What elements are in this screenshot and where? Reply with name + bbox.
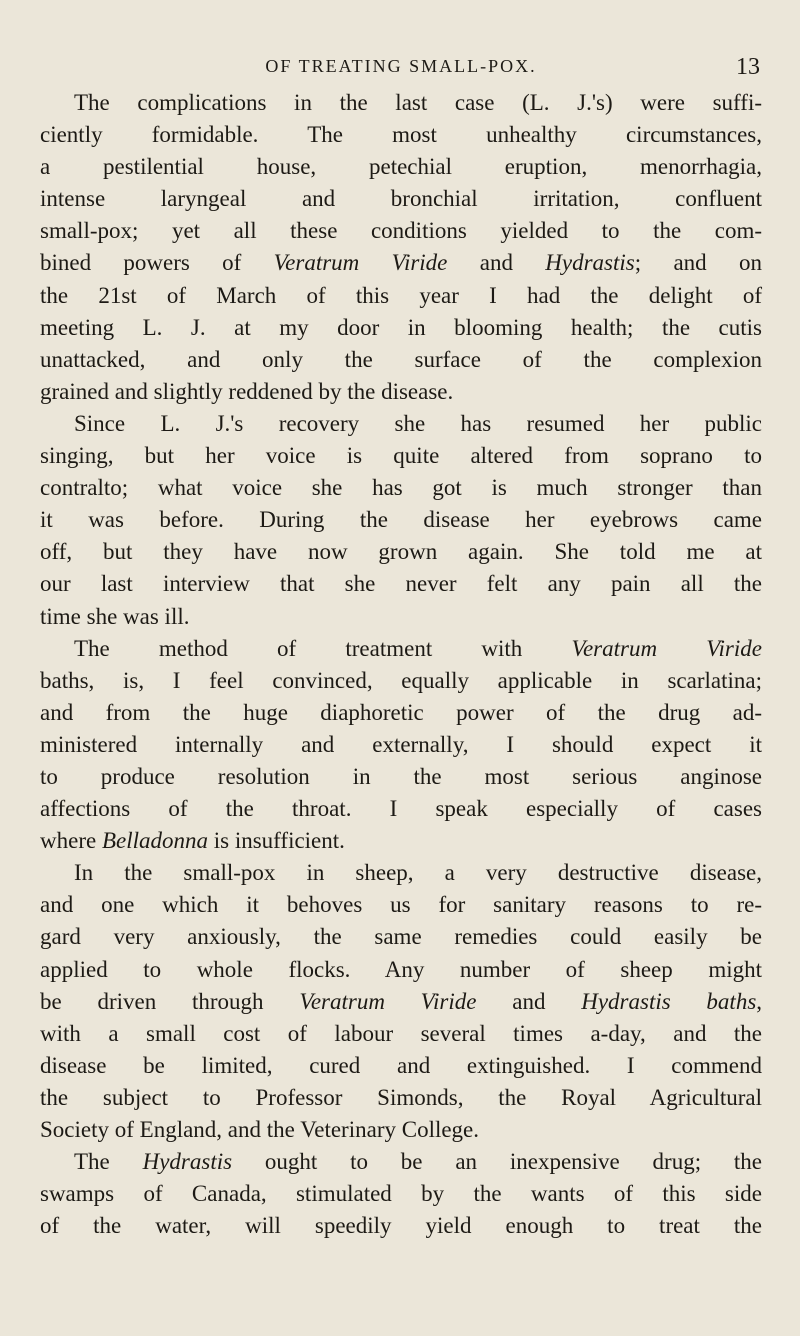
italic-run: Belladonna [101, 828, 208, 854]
text-line: intense laryngeal and bronchial irritation, confluent [40, 186, 762, 212]
text-line: singing, but her voice is quite altered from soprano to [40, 443, 762, 469]
text-line: ciently formidable. The most unhealthy circumstances, [40, 122, 762, 148]
text-line: The complications in the last case (L. J.'s) were suffi- [74, 90, 762, 115]
text-line [40, 825, 762, 857]
text-run: ; and on [634, 250, 762, 276]
text-line: ministered internally and externally, I should expect it [40, 731, 762, 757]
text-line: to produce resolution in the most serious anginose [40, 763, 762, 789]
italic-run: Hydrastis baths [581, 988, 757, 1014]
page-number: 13 [736, 54, 760, 80]
text-line: and from the huge diaphoretic power of the drug ad- [40, 699, 762, 725]
text-line: grained and slightly reddened by the disease. [40, 378, 454, 404]
text-run: The method of treatment with [74, 635, 523, 661]
text-line: with a small cost of labour several times a-day, and the [40, 1020, 762, 1046]
text-line: our last interview that she never felt any pain all the [40, 571, 762, 597]
text-line: Since L. J.'s recovery she has resumed her public [74, 410, 762, 436]
italic-run: Veratrum Viride [273, 250, 448, 276]
text-run: , [756, 988, 763, 1014]
text-line: baths, is, I feel convinced, equally applicable in scarlatina; [40, 667, 762, 693]
italic-run: Veratrum Viride [299, 988, 477, 1014]
text-line: the 21st of March of this year I had the delight of [40, 282, 762, 308]
text-line: meeting L. J. at my door in blooming health; the cutis [40, 314, 762, 340]
text-line: the subject to Professor Simonds, the Royal Agricultural [40, 1084, 762, 1110]
text-line: swamps of Canada, stimulated by the wants of this side [40, 1181, 762, 1207]
text-run: is insufficient. [213, 828, 345, 854]
text-run: and [512, 988, 546, 1014]
text-line: time she was ill. [40, 603, 190, 629]
text-line: it was before. During the disease her eyebrows came [40, 507, 762, 533]
running-head [40, 0, 762, 80]
italic-run: Hydrastis [545, 250, 635, 276]
text-line: and one which it behoves us for sanitary reasons to re- [40, 892, 762, 918]
text-line: applied to whole flocks. Any number of sheep might [40, 956, 762, 982]
text-line [40, 247, 762, 279]
text-line: a pestilential house, petechial eruption, menorrhagia, [40, 154, 762, 180]
text-run: and [479, 250, 513, 276]
text-line: disease be limited, cured and extinguished. I commend [40, 1052, 762, 1078]
text-line: unattacked, and only the surface of the complexion [40, 346, 762, 372]
text-line: of the water, will speedily yield enough to treat the [40, 1213, 762, 1239]
running-title: OF TREATING SMALL-POX. [265, 56, 537, 76]
text-line [40, 1146, 762, 1178]
text-line: affections of the throat. I speak especially of cases [40, 796, 762, 822]
text-run: ought to be an inexpensive drug; the [264, 1149, 763, 1175]
text-run: The [74, 1149, 110, 1175]
text-line: contralto; what voice she has got is much stronger than [40, 475, 762, 501]
text-line [40, 633, 762, 665]
text-line: In the small-pox in sheep, a very destructive disease, [74, 860, 762, 886]
italic-run: Hydrastis [142, 1149, 233, 1175]
text-line: Society of England, and the Veterinary College. [40, 1117, 480, 1142]
text-run: bined powers of [40, 250, 242, 276]
text-run: be driven through [40, 988, 264, 1014]
italic-run: Veratrum Viride [571, 635, 762, 661]
text-line: off, but they have now grown again. She told me at [40, 539, 762, 565]
text-run: where [40, 828, 97, 854]
text-line [40, 986, 762, 1018]
text-line: small-pox; yet all these conditions yielded to the com- [40, 218, 762, 244]
text-line: gard very anxiously, the same remedies could easily be [40, 924, 762, 950]
body-text [40, 87, 762, 1242]
